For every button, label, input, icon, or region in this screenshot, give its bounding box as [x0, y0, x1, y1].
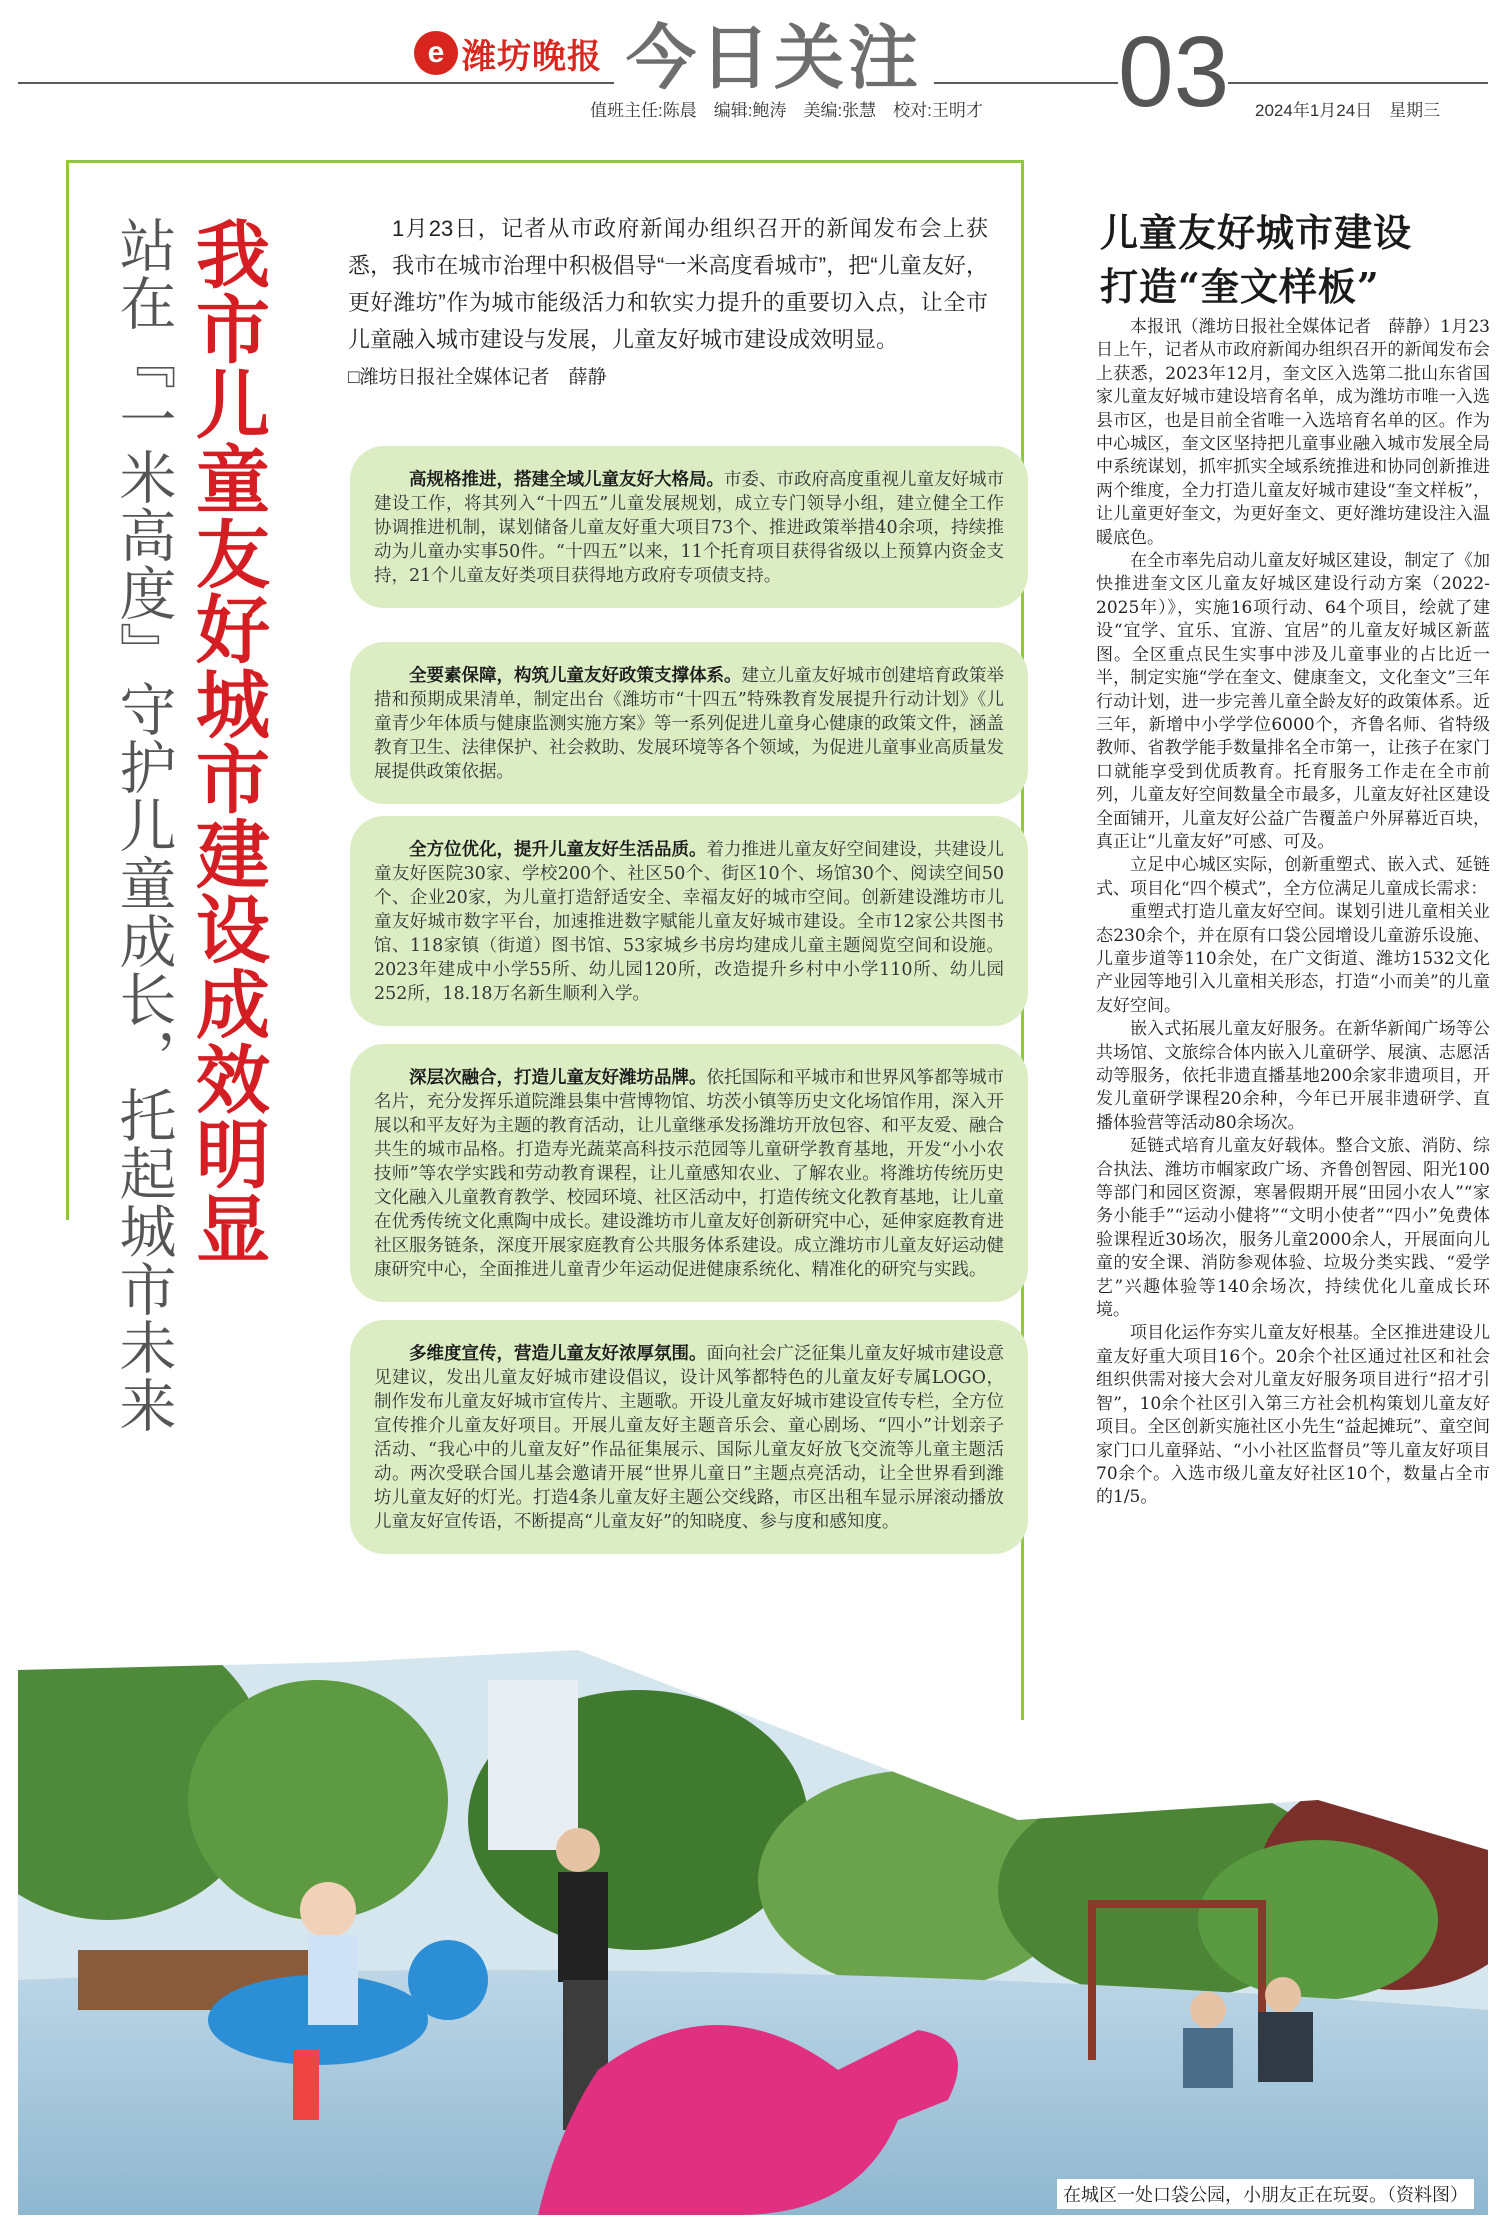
paragraph: 本报讯（潍坊日报社全媒体记者 薛静）1月23日上午，记者从市政府新闻办组织召开的新闻发布会上获悉，2023年12月，奎文区入选第二批山东省国家儿童友好城市建设培育名单，成为潍坊市唯一入选县市区，也是目前全省唯一入选培育名单的区。作为中心城区，奎文区坚持把儿童事业融入城市发展全局中系统谋划，抓牢抓实全域系统推进和协同创新推进两个维度，全力打造儿童友好城市建设“奎文样板”，让儿童更好奎文，为更好奎文、更好潍坊建设注入温暖底色。	[1096, 317, 1490, 548]
section-lead: 多维度宣传，营造儿童友好浓厚氛围。	[409, 1344, 707, 1364]
section-lead: 高规格推进，搭建全域儿童友好大格局。	[409, 470, 724, 490]
right-title-line2: 打造“奎文样板”	[1100, 264, 1380, 309]
paper-logo	[404, 30, 612, 76]
frame-left-line	[66, 160, 69, 1220]
intro-paragraph: 1月23日，记者从市政府新闻办组织召开的新闻发布会上获悉，我市在城市治理中积极倡导“一米高度看城市”，把“儿童友好，更好潍坊”作为城市能级活力和软实力提升的重要切入点，让全市儿童融入城市建设与发展，儿童友好城市建设成效明显。	[348, 216, 988, 352]
right-story-body	[1096, 316, 1490, 1510]
paragraph: 在全市率先启动儿童友好城区建设，制定了《加快推进奎文区儿童友好城区建设行动方案（2022-2025年）》，实施16项行动、64个项目，绘就了建设“宜学、宜乐、宜游、宜居”的儿童友好城区新蓝图。全区重点民生实事中涉及儿童事业的占比近一半，制定实施“学在奎文、健康奎文，文化奎文”三年行动计划，进一步完善儿童全龄友好的政策体系。近三年，新增中小学学位6000个，齐鲁名师、省特级教师、省教学能手数量排名全市第一，让孩子在家门口就能享受到优质教育。托育服务工作走在全市前列，儿童友好空间数量全市最多，儿童友好社区建设全面铺开，儿童友好公益广告覆盖户外屏幕近百块，真正让“儿童友好”可感、可及。	[1096, 551, 1490, 852]
photo-illustration	[18, 1650, 1488, 2215]
section-text: 面向社会广泛征集儿童友好城市建设意见建议，发出儿童友好城市建设倡议，设计风筝都特色的儿童友好专属LOGO，制作发布儿童友好城市宣传片、主题歌。开设儿童友好城市建设宣传专栏，全方位宣传推介儿童友好项目。开展儿童友好主题音乐会、童心剧场、“四小”计划亲子活动、“我心中的儿童友好”作品征集展示、国际儿童友好放飞交流等儿童主题活动。两次受联合国儿基会邀请开展“世界儿童日”主题点亮活动，让全世界看到潍坊儿童友好的灯光。打造4条儿童友好主题公交线路，市区出租车显示屏滚动播放儿童友好宣传语，不断提高“儿童友好”的知晓度、参与度和感知度。	[374, 1344, 1004, 1532]
section-box-4	[350, 1044, 1028, 1302]
page-number: 03	[1118, 16, 1230, 128]
playground-photo	[18, 1650, 1488, 2215]
section-box-2	[350, 642, 1028, 804]
paragraph: 项目化运作夯实儿童友好根基。全区推进建设儿童友好重大项目16个。20余个社区通过社区和社会组织供需对接大会对儿童友好服务项目进行“招才引智”，10余个社区引入第三方社会机构策划儿童友好项目。全区创新实施社区小先生“益起摊玩”、童空间家门口儿童驿站、“小小社区监督员”等儿童友好项目70余个。入选市级儿童友好社区10个，数量占全市的1/5。	[1096, 1323, 1490, 1508]
right-title-line1: 儿童友好城市建设	[1100, 210, 1413, 255]
section-text: 着力推进儿童友好空间建设，共建设儿童友好医院30家、学校200个、社区50个、街区10个、场馆30个、阅读空间50个、企业20家，为儿童打造舒适安全、幸福友好的城市空间。创新建设潍坊市儿童友好城市数字平台，加速推进数字赋能儿童友好城市建设。全市12家公共图书馆、118家镇（街道）图书馆、53家城乡书房均建成儿童主题阅览空间和设施。2023年建成中小学55所、幼儿园120所，改造提升乡村中小学110所、幼儿园252所，18.18万名新生顺利入学。	[374, 840, 1004, 1004]
section-text: 依托国际和平城市和世界风筝都等城市名片，充分发挥乐道院潍县集中营博物馆、坊茨小镇等历史文化场馆作用，深入开展以和平友好为主题的教育活动，让儿童继承发扬潍坊开放包容、和平友爱、融合共生的城市品格。打造寿光蔬菜高科技示范园等儿童研学教育基地，开发“小小农技师”等农学实践和劳动教育课程，让儿童感知农业、了解农业。将潍坊传统历史文化融入儿童教育教学、校园环境、社区活动中，打造传统文化教育基地，让儿童在优秀传统文化熏陶中成长。建设潍坊市儿童友好创新研究中心，延伸家庭教育进社区服务链条，深度开展家庭教育公共服务体系建设。成立潍坊市儿童友好运动健康研究中心，全面推进儿童青少年运动促进健康系统化、精准化的研究与实践。	[374, 1068, 1004, 1280]
sub-headline: 站在『一米高度』守护儿童成长，托起城市未来	[110, 216, 176, 1434]
paragraph: 延链式培育儿童友好载体。整合文旅、消防、综合执法、潍坊市帼家政广场、齐鲁创智园、阳光100等部门和园区资源，寒暑假期开展“田园小农人”“家务小能手”“运动小健将”“文明小使者”“四小”免费体验课程近30场次，服务儿童2000余人，开展面向儿童的安全课、消防参观体验、垃圾分类实践、“爱学艺”兴趣体验等140余场次，持续优化儿童成长环境。	[1096, 1136, 1490, 1321]
paragraph: 立足中心城区实际，创新重塑式、嵌入式、延链式、项目化“四个模式”，全方位满足儿童成长需求：	[1096, 855, 1490, 899]
section-lead: 深层次融合，打造儿童友好潍坊品牌。	[409, 1068, 707, 1088]
main-headline: 我市儿童友好城市建设成效明显	[184, 216, 270, 1266]
paragraph: 重塑式打造儿童友好空间。谋划引进儿童相关业态230余个，并在原有口袋公园增设儿童游乐设施、儿童步道等110余处，在广文街道、潍坊1532文化产业园等地引入儿童相关形态，打造“小而美”的儿童友好空间。	[1096, 902, 1490, 1016]
section-title: 今日关注	[614, 2, 934, 103]
frame-top-line	[66, 160, 1024, 163]
section-box-5	[350, 1320, 1028, 1554]
section-lead: 全方位优化，提升儿童友好生活品质。	[409, 840, 707, 860]
section-box-3	[350, 816, 1028, 1026]
section-text: 市委、市政府高度重视儿童友好城市建设工作，将其列入“十四五”儿童发展规划，成立专门领导小组，建立健全工作协调推进机制，谋划储备儿童友好重大项目73个、推进政策举措40余项，持续推动为儿童办实事50件。“十四五”以来，11个托育项目获得省级以上预算内资金支持，21个儿童友好类项目获得地方政府专项债支持。	[374, 470, 1004, 586]
paragraph: 嵌入式拓展儿童友好服务。在新华新闻广场等公共场馆、文旅综合体内嵌入儿童研学、展演、志愿活动等服务，依托非遗直播基地200余家非遗项目，开发儿童研学课程20余种，今年已开展非遗研学、直播体验营等活动80余场次。	[1096, 1019, 1490, 1133]
photo-caption: 在城区一处口袋公园，小朋友正在玩耍。（资料图）	[1057, 2179, 1474, 2209]
section-box-1	[350, 446, 1028, 608]
section-text: 建立儿童友好城市创建培育政策举措和预期成果清单，制定出台《潍坊市“十四五”特殊教育发展提升行动计划》《儿童青少年体质与健康监测实施方案》等一系列促进儿童身心健康的政策文件，涵盖教育卫生、法律保护、社会救助、发展环境等各个领域，为促进儿童事业高质量发展提供政策依据。	[374, 666, 1004, 782]
section-lead: 全要素保障，构筑儿童友好政策支撑体系。	[409, 666, 742, 686]
issue-date: 2024年1月24日 星期三	[1255, 101, 1441, 120]
byline: □潍坊日报社全媒体记者 薛静	[348, 367, 607, 388]
paper-name: 潍坊晚报	[462, 36, 602, 77]
editor-credits: 值班主任:陈晨 编辑:鲍涛 美编:张慧 校对:王明才	[590, 101, 983, 120]
logo-e-icon: e	[414, 31, 458, 75]
